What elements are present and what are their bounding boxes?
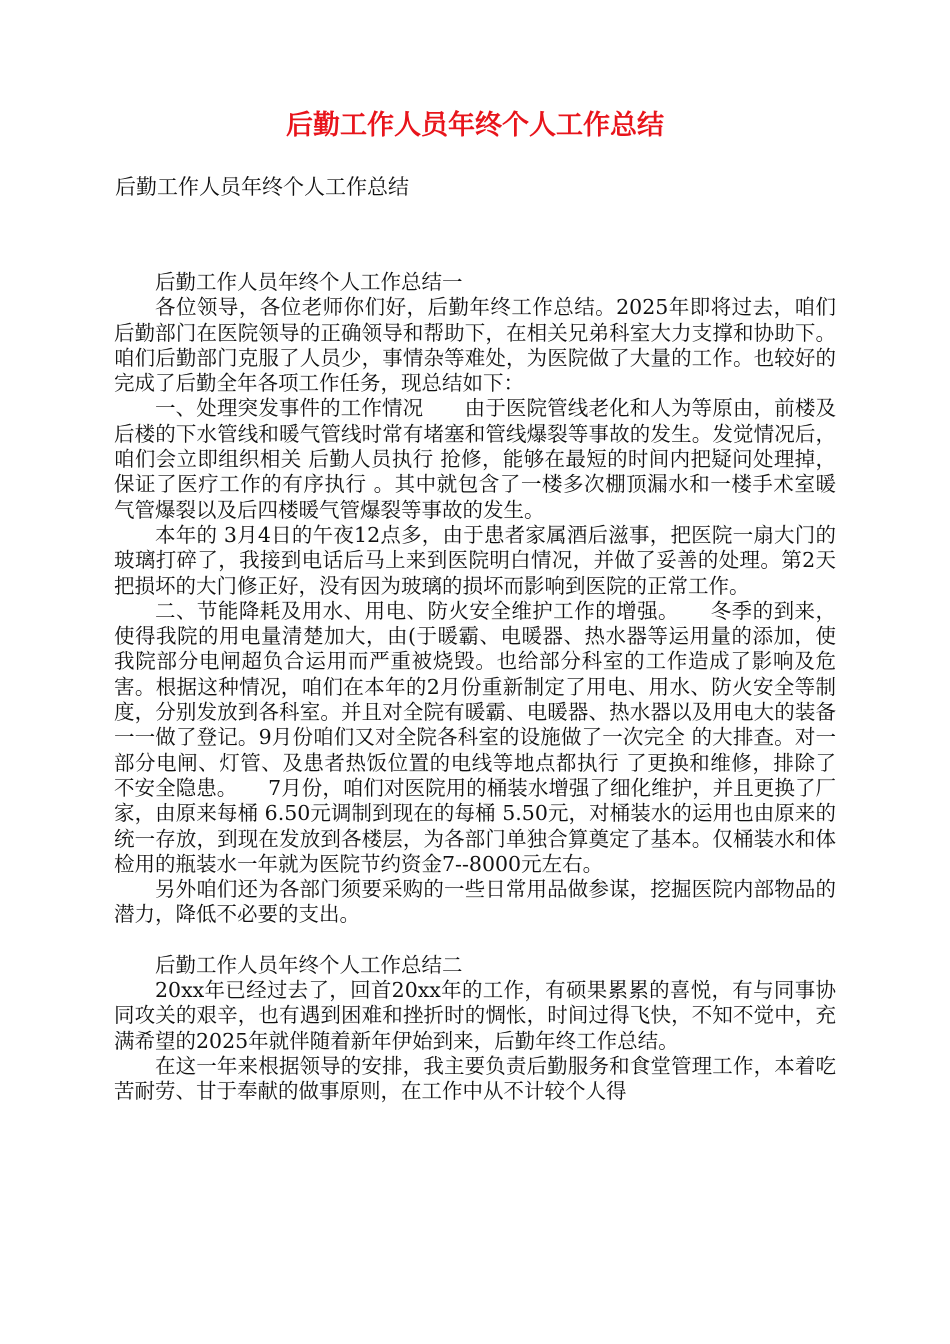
section-2-heading: 后勤工作人员年终个人工作总结二: [155, 952, 463, 977]
section-1-heading: 后勤工作人员年终个人工作总结一: [155, 270, 463, 294]
section-1-paragraph-1: 各位领导，各位老师你们好，后勤年终工作总结。2025年即将过去，咱们后勤部门在医院领导的正确领导和帮助下，在相关兄弟科室大力支撑和协助下。咱们后勤部门克服了人员少，事情杂等难处，为医院做了大量的工作。也较好的完成了后勤全年各项工作任务，现总结如下：: [114, 295, 836, 396]
section-2-paragraph-1: 20xx年已经过去了，回首20xx年的工作，有硕果累累的喜悦，有与同事协同攻关的艰辛，也有遇到困难和挫折时的惆怅，时间过得飞快，不知不觉中，充满希望的2025年就伴随着新年伊始到来，后勤年终工作总结。: [114, 978, 836, 1053]
section-1-paragraph-3: 本年的 3月4日的午夜12点多，由于患者家属酒后滋事，把医院一扇大门的玻璃打碎了，我接到电话后马上来到医院明白情况，并做了妥善的处理。第2天把损坏的大门修正好，没有因为玻璃的损坏而影响到医院的正常工作。: [114, 522, 836, 598]
section-1-paragraph-4: 二、节能降耗及用水、用电、防火安全维护工作的增强。 冬季的到来，使得我院的用电量清楚加大，由(于暖霸、电暖器、热水器等运用量的添加，使我院部分电闸超负合运用而严重被烧毁。也给部分科室的工作造成了影响及危害。根据这种情况，咱们在本年的2月份重新制定了用电、用水、防火安全等制度，分别发放到各科室。并且对全院有暖霸、电暖器、热水器以及用电大的装备一一做了登记。9月份咱们又对全院各科室的设施做了一次完全 的大排查。对一部分电闸、灯管、及患者热饭位置的电线等地点都执行 了更换和维修，排除了不安全隐患。 7月份，咱们对医院用的桶装水增强了细化维护，并且更换了厂家，由原来每桶 6.50元调制到现在的每桶 5.50元，对桶装水的运用也由原来的统一存放，到现在发放到各楼层，为各部门单独合算奠定了基本。仅桶装水和体检用的瓶装水一年就为医院节约资金7--8000元左右。: [114, 598, 836, 876]
section-spacer: [114, 928, 836, 953]
section-2-paragraph-2: 在这一年来根据领导的安排，我主要负责后勤服务和食堂管理工作，本着吃苦耐劳、甘于奉献的做事原则，在工作中从不计较个人得: [114, 1053, 836, 1104]
document-title: 后勤工作人员年终个人工作总结: [286, 110, 664, 141]
document-body: [114, 270, 836, 1105]
section-1-paragraph-2: 一、处理突发事件的工作情况 由于医院管线老化和人为等原由，前楼及后楼的下水管线和暖气管线时常有堵塞和管线爆裂等事故的发生。发觉情况后，咱们会立即组织相关 后勤人员执行 抢修，能够在最短的时间内把疑问处理掉，保证了医疗工作的有序执行 。其中就包含了一楼多次棚顶漏水和一楼手术室暖气管爆裂以及后四楼暖气管爆裂等事故的发生。: [114, 396, 836, 522]
document-subtitle: 后勤工作人员年终个人工作总结: [115, 175, 409, 199]
section-1-paragraph-5: 另外咱们还为各部门须要采购的一些日常用品做参谋，挖掘医院内部物品的潜力，降低不必要的支出。: [114, 877, 836, 927]
